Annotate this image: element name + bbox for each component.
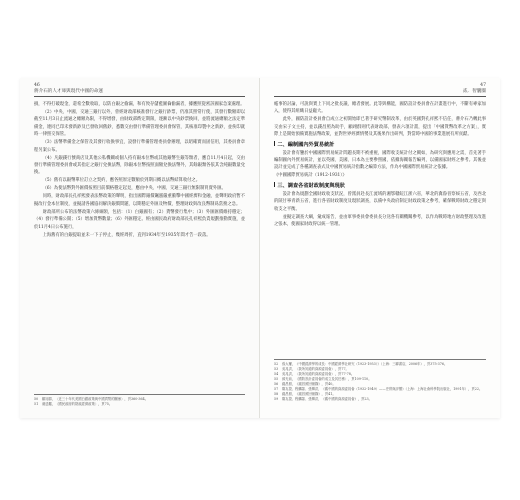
heading-marker: [274, 182, 275, 187]
paragraph: 《中國國際貿易統計（1912-1931）》: [274, 173, 347, 179]
heading-marker: [274, 141, 275, 146]
paragraph: 損，不得打破現金，還希全數收取，以防白銀之偷漏，和有致存儲藍圖倫偷漏者，據應照從密該國家急案處理。: [34, 102, 245, 107]
section-heading: [274, 182, 486, 190]
paragraph: 財政部所公布的法幣政策六條綱領，包括：（1）白銀國有；（2）貨幣發行集中；（3）外匯匯價維持穩定；（4）發行準備公開；（5）增加貨幣數量；（6）外匯穩定。經由國民政府財政部長孔祥熙負責規劃推動實施，並於11月4日公布施行，: [34, 209, 245, 230]
footnote-number: 50: [34, 397, 39, 401]
paragraph: 上海舊有的白銀提取並未一下子停止，幾經周折，直到1934年至1935年間才告一段落。: [42, 232, 211, 238]
section-heading-text: 二、編制國內外貿易統計: [277, 141, 335, 148]
footnote-text: 吳兆洪，〈我所知道的資源委員會〉，頁77。: [282, 367, 349, 371]
left-body-text: [34, 101, 245, 239]
footnote-number: 51: [34, 402, 39, 406]
paragraph: 設計會為規劃全國財政收支狀況，曾派員赴長江流域的湘鄂贛皖江浙六省，華北的冀魯晉察綏五省，及西北的陝甘寧青新五省，進行各省財政制度及現狀調查，以備中央政府制定財政政策之參考，確保戰時財政之穩定與收支之平衡。: [274, 191, 486, 212]
footnote-number: 57: [274, 387, 279, 391]
paragraph: 並擬定調查大綱，彙成報告，並由軍事委員會委員長分送各有關機關參考，以作為戰時地方財政整理及改進之張本，使國家財政得以統一管理。: [274, 214, 486, 228]
footnote-number: 52: [274, 362, 279, 366]
footnote-number: 55: [274, 377, 279, 381]
footnote-text: 吳兆洪，〈我所知道的資源委員會〉，頁77-78。: [282, 372, 355, 376]
footnote-text: 鄭友揆、程麟蓀、張傳洪，《舊中國的資源委員會》，頁23。: [282, 397, 372, 401]
left-page: [20, 78, 260, 418]
paragraph: 同時，財政部長孔祥熙發表法幣政策的聲明，指出國際銀價飆漲嚴重衝擊中國經濟和金融，並聲明政府暫不擬改行金本位制度，並擬請各國協同解決銀價問題，以期穩定外匯及物價，整理財政與改良幣制爲當務之急。: [34, 194, 245, 207]
book-spread: [20, 78, 500, 418]
footnote-text: 錢昌照，《錢昌照回憶錄》，頁41。: [282, 392, 336, 396]
right-page-number: 47: [480, 83, 486, 88]
footnote-number: 53: [274, 367, 279, 371]
paragraph: （3）法幣準備金之保管及其發行收換事宜，設發行準備管理委員會辦理，以昭確實而固信用，其委員會章程另案公布。: [34, 140, 245, 153]
paragraph: （4）凡銀錢行號商店及其他公私機關或個人持有銀本位幣或其他銀幣生銀等類者，應自11月4日起，交由發行準備管理委員會或其指定之銀行兌換法幣，除銀本位幣按照面額兌換法幣外，其餘銀類各依其含純銀數量兌換。: [34, 155, 245, 176]
paragraph: 設計會有鑒於中國國際貿易統計問題長期不被重視，國際收支統計付之闕如，為研究與應用之需，首先著手編制國內外貿易統計，並以英國、美國、日本為主要參照國，依據海關報告編列，以備國家財經之參考。其後並設計並完成了各種調查表式及中國貿易統計指數之編算方法，作為中國國際貿易統計之依據。: [274, 150, 486, 171]
footnote-number: 59: [274, 397, 279, 401]
footnote-text: 孫大權，《中國經濟學的成長：中國經濟學社研究（1923-1953）》（上海：三聯書店，2006年），頁375-376。: [282, 362, 448, 366]
paragraph: 帳事的討論，可說與實上下同之批長議，總者發展。此等與構能，國防設計委員會在計畫進行中，不斷有專家加入，使得其組織日益龐大。: [274, 102, 486, 115]
paragraph: （5）舊有以銀幣單位訂立之契約，應各照原定數額於到期日概以法幣結算收付之。: [42, 178, 201, 184]
right-body-text: [274, 101, 486, 228]
footnote-number: 54: [274, 372, 279, 376]
footnote-text: 蔣廷黻，〈國民政府的財政經濟政策〉，頁75。: [42, 402, 113, 406]
left-page-number: 46: [34, 83, 40, 88]
paragraph: 此外，國防設計委員會自成立之初開始即已著手研究幣制改革，由於英國對孔祥熙不信任，蔣介石乃轉此事交由宋子文主持，並以錢昌照為助手，顧翊群則代表財政部，發表六項計畫，提出「中國貨幣改革之方案」，實際上是開始預備實施法幣政策，並對世界經濟情勢及其後果作出研判，對當時中國的事業進展有所貢獻。: [274, 117, 486, 138]
left-running-header: [34, 83, 245, 97]
footnote-number: 56: [274, 382, 279, 386]
right-footnotes: [274, 359, 486, 402]
paragraph: （6）為使法幣對外匯價按照目前價格穩定起見，應由中央、中國、交通三銀行無限制買賣外匯。: [42, 186, 226, 192]
footnote: [34, 402, 245, 407]
footnote-text: 薛光前，〈國防設計委員會的成立及其任務〉，頁109-110。: [282, 377, 372, 381]
paragraph: （2）中央、中國、交通三銀行以外，曾經財政部核准發行之銀行鈔票，仍准其照常行使，其發行數額即以截至11月3日止流通之總額為限，不得增發，由財政部酌定期限，逐漸以中央鈔票換回，並將流通總額之法定準備金，連同已印未發新鈔及已發收回舊鈔，悉數交由發行準備管理委員會保管，其核准印製中之新鈔，並俟印就時一律照交保管。: [34, 110, 245, 138]
footnote-text: 錢昌照，《錢昌照回憶錄》，頁40。: [282, 382, 336, 386]
footnote: [274, 397, 486, 402]
footnote-number: 58: [274, 392, 279, 396]
footnote-text: 鄭友揆、程麟蓀、張傳洪，《舊中國的資源委員會（1932-1949）——史實與評價》（上海：上海社會科學院出版社，1991年），頁22。: [282, 387, 483, 391]
footnote-text: 顧翊群，〈近三十年代美國白銀政策與中國貨幣的關係〉，頁360-364。: [42, 397, 149, 401]
right-running-header: [274, 83, 486, 97]
right-page: [260, 78, 500, 418]
left-running-head: 蔣介石的人才庫與現代中國的命運: [34, 89, 103, 94]
section-heading: [274, 141, 486, 149]
section-heading-text: 三、調查各省財政制度與現狀: [277, 182, 345, 189]
right-running-head: 貳．智囊團: [463, 89, 486, 94]
left-footnotes: [34, 394, 245, 407]
